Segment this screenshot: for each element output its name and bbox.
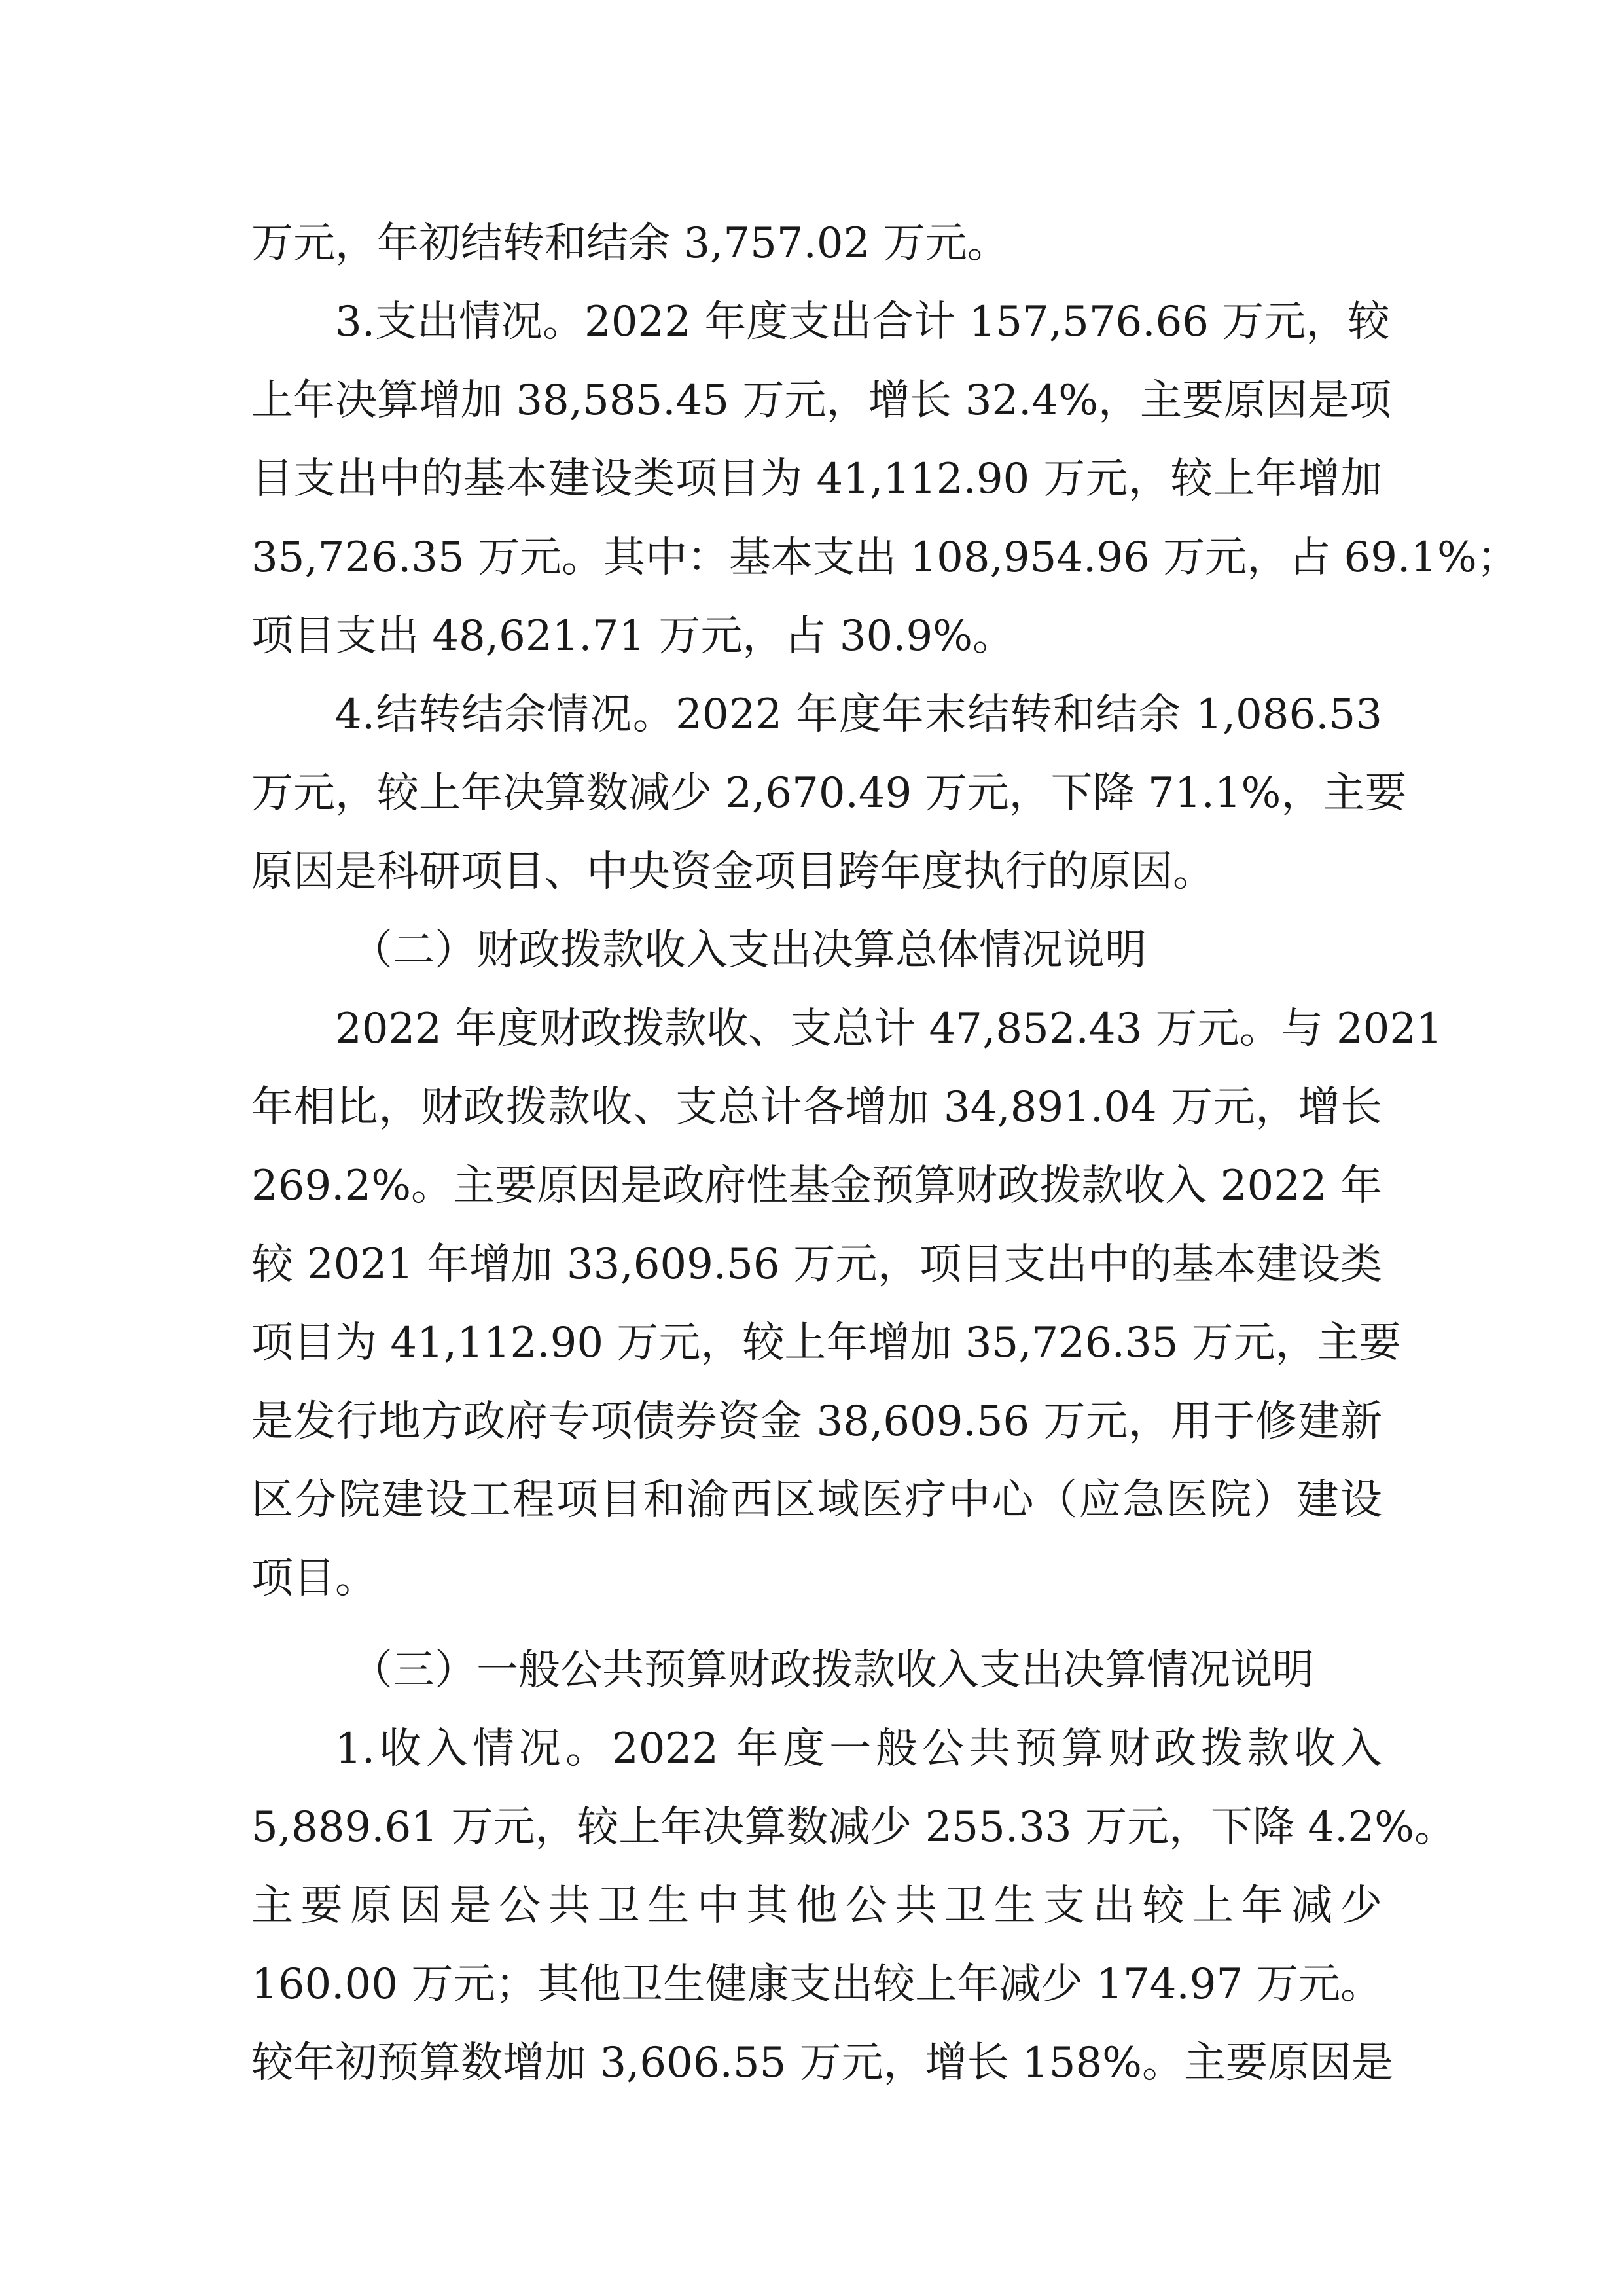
body-line: 项目。 <box>251 1554 377 1603</box>
body-line: 万元，年初结转和结余 3,757.02 万元。 <box>251 219 1009 268</box>
section-heading: （三）一般公共预算财政拨款收入支出决算情况说明 <box>351 1646 1314 1695</box>
body-line: 区分院建设工程项目和渝西区域医疗中心（应急医院）建设 <box>251 1476 1382 1524</box>
body-line: 269.2%。主要原因是政府性基金预算财政拨款收入 2022 年 <box>251 1162 1382 1210</box>
body-line: 5,889.61 万元，较上年决算数减少 255.33 万元，下降 4.2%。 <box>251 1803 1456 1852</box>
body-line: 上年决算增加 38,585.45 万元，增长 32.4%，主要原因是项 <box>251 376 1392 425</box>
body-line: 原因是科研项目、中央资金项目跨年度执行的原因。 <box>251 848 1215 896</box>
body-line: 160.00 万元；其他卫生健康支出较上年减少 174.97 万元。 <box>251 1960 1382 2009</box>
body-line: 1.收入情况。2022 年度一般公共预算财政拨款收入 <box>335 1725 1382 1773</box>
section-heading: （二）财政拨款收入支出决算总体情况说明 <box>351 926 1147 975</box>
body-line: 较年初预算数增加 3,606.55 万元，增长 158%。主要原因是 <box>251 2039 1393 2087</box>
body-line: 年相比，财政拨款收、支总计各增加 34,891.04 万元，增长 <box>251 1083 1382 1132</box>
body-line: 万元，较上年决算数减少 2,670.49 万元，下降 71.1%，主要 <box>251 769 1407 817</box>
body-line: 主要原因是公共卫生中其他公共卫生支出较上年减少 <box>251 1882 1382 1930</box>
body-line: 35,726.35 万元。其中：基本支出 108,954.96 万元，占 69.1%； <box>251 533 1519 582</box>
body-line: 是发行地方政府专项债券资金 38,609.56 万元，用于修建新 <box>251 1397 1382 1446</box>
body-line: 目支出中的基本建设类项目为 41,112.90 万元，较上年增加 <box>251 455 1382 503</box>
body-line: 4.结转结余情况。2022 年度年末结转和结余 1,086.53 <box>335 691 1382 739</box>
body-line: 项目支出 48,621.71 万元，占 30.9%。 <box>251 612 1015 660</box>
body-line: 3.支出情况。2022 年度支出合计 157,576.66 万元，较 <box>335 298 1390 346</box>
body-line: 项目为 41,112.90 万元，较上年增加 35,726.35 万元，主要 <box>251 1319 1401 1367</box>
body-line: 2022 年度财政拨款收、支总计 47,852.43 万元。与 2021 <box>335 1005 1443 1053</box>
body-line: 较 2021 年增加 33,609.56 万元，项目支出中的基本建设类 <box>251 1240 1382 1289</box>
